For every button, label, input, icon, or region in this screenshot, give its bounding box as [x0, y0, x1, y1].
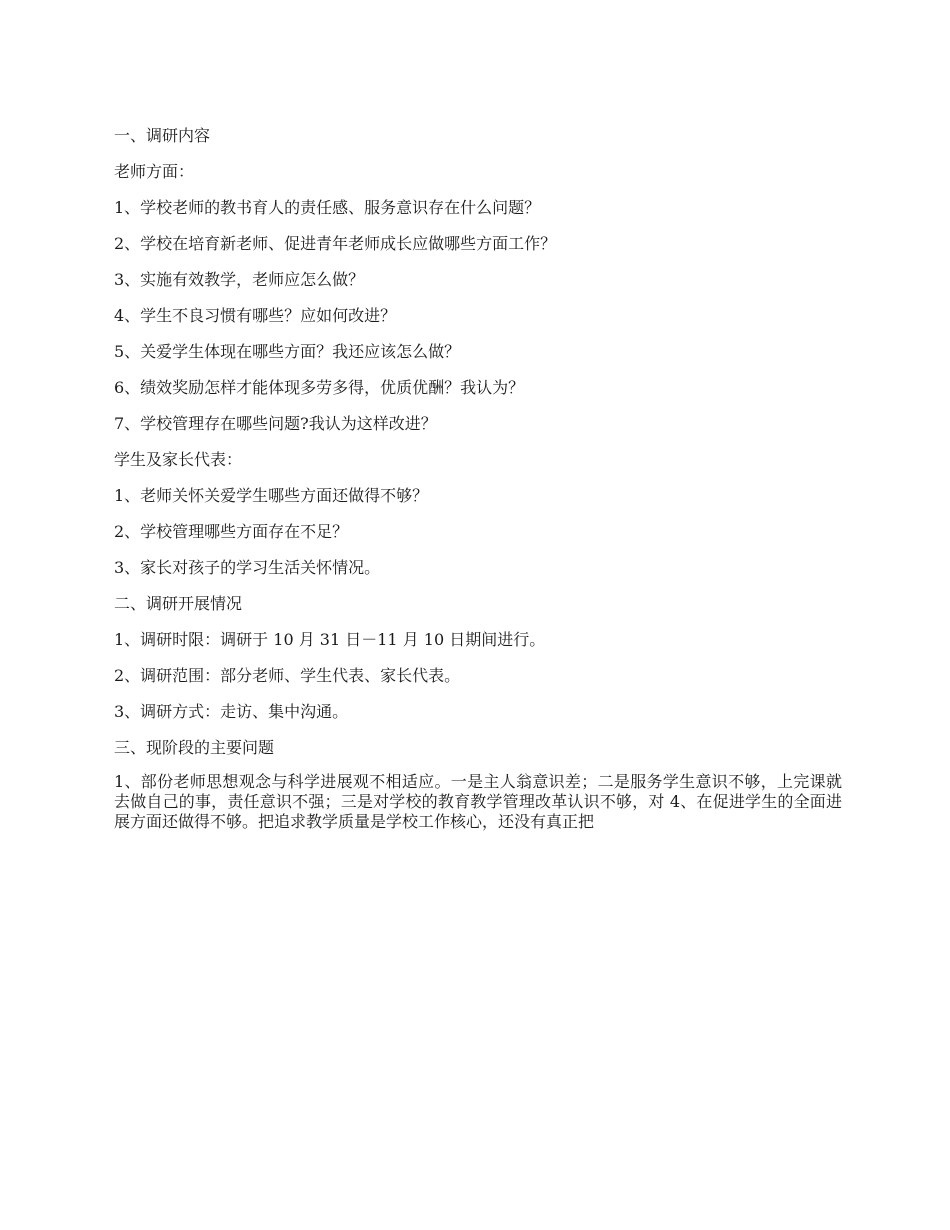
section-heading-3: 三、现阶段的主要问题 [114, 738, 275, 757]
list-item: 2、调研范围：部分老师、学生代表、家长代表。 [114, 666, 461, 685]
list-item: 2、学校管理哪些方面存在不足？ [114, 522, 349, 541]
document-page [114, 124, 842, 832]
list-item: 1、调研时限：调研于 10 月 31 日－11 月 10 日期间进行。 [114, 630, 546, 649]
list-item: 3、实施有效教学，老师应怎么做？ [114, 270, 365, 289]
teachers-label: 老师方面： [114, 162, 195, 181]
list-item: 1、学校老师的教书育人的责任感、服务意识存在什么问题？ [114, 198, 541, 217]
list-item: 2、学校在培育新老师、促进青年老师成长应做哪些方面工作？ [114, 234, 557, 253]
list-item: 3、家长对孩子的学习生活关怀情况。 [114, 558, 381, 577]
list-item: 6、绩效奖励怎样才能体现多劳多得，优质优酬？我认为？ [114, 378, 525, 397]
problem-paragraph: 1、部份老师思想观念与科学进展观不相适应。一是主人翁意识差；二是服务学生意识不够，上完课就去做自己的事，责任意识不强；三是对学校的教育教学管理改革认识不够，对 4、在促进学生的全面进展方面还做得不够。把追求教学质量是学校工作核心，还没有真正把 [114, 772, 842, 831]
list-item: 7、学校管理存在哪些问题?我认为这样改进？ [114, 414, 437, 433]
section-heading-2: 二、调研开展情况 [114, 594, 243, 613]
list-item: 1、老师关怀关爱学生哪些方面还做得不够？ [114, 486, 429, 505]
list-item: 3、调研方式：走访、集中沟通。 [114, 702, 349, 721]
students-label: 学生及家长代表： [114, 450, 243, 469]
list-item: 4、学生不良习惯有哪些？应如何改进？ [114, 306, 397, 325]
list-item: 5、关爱学生体现在哪些方面？我还应该怎么做？ [114, 342, 461, 361]
section-heading-1: 一、调研内容 [114, 126, 211, 145]
